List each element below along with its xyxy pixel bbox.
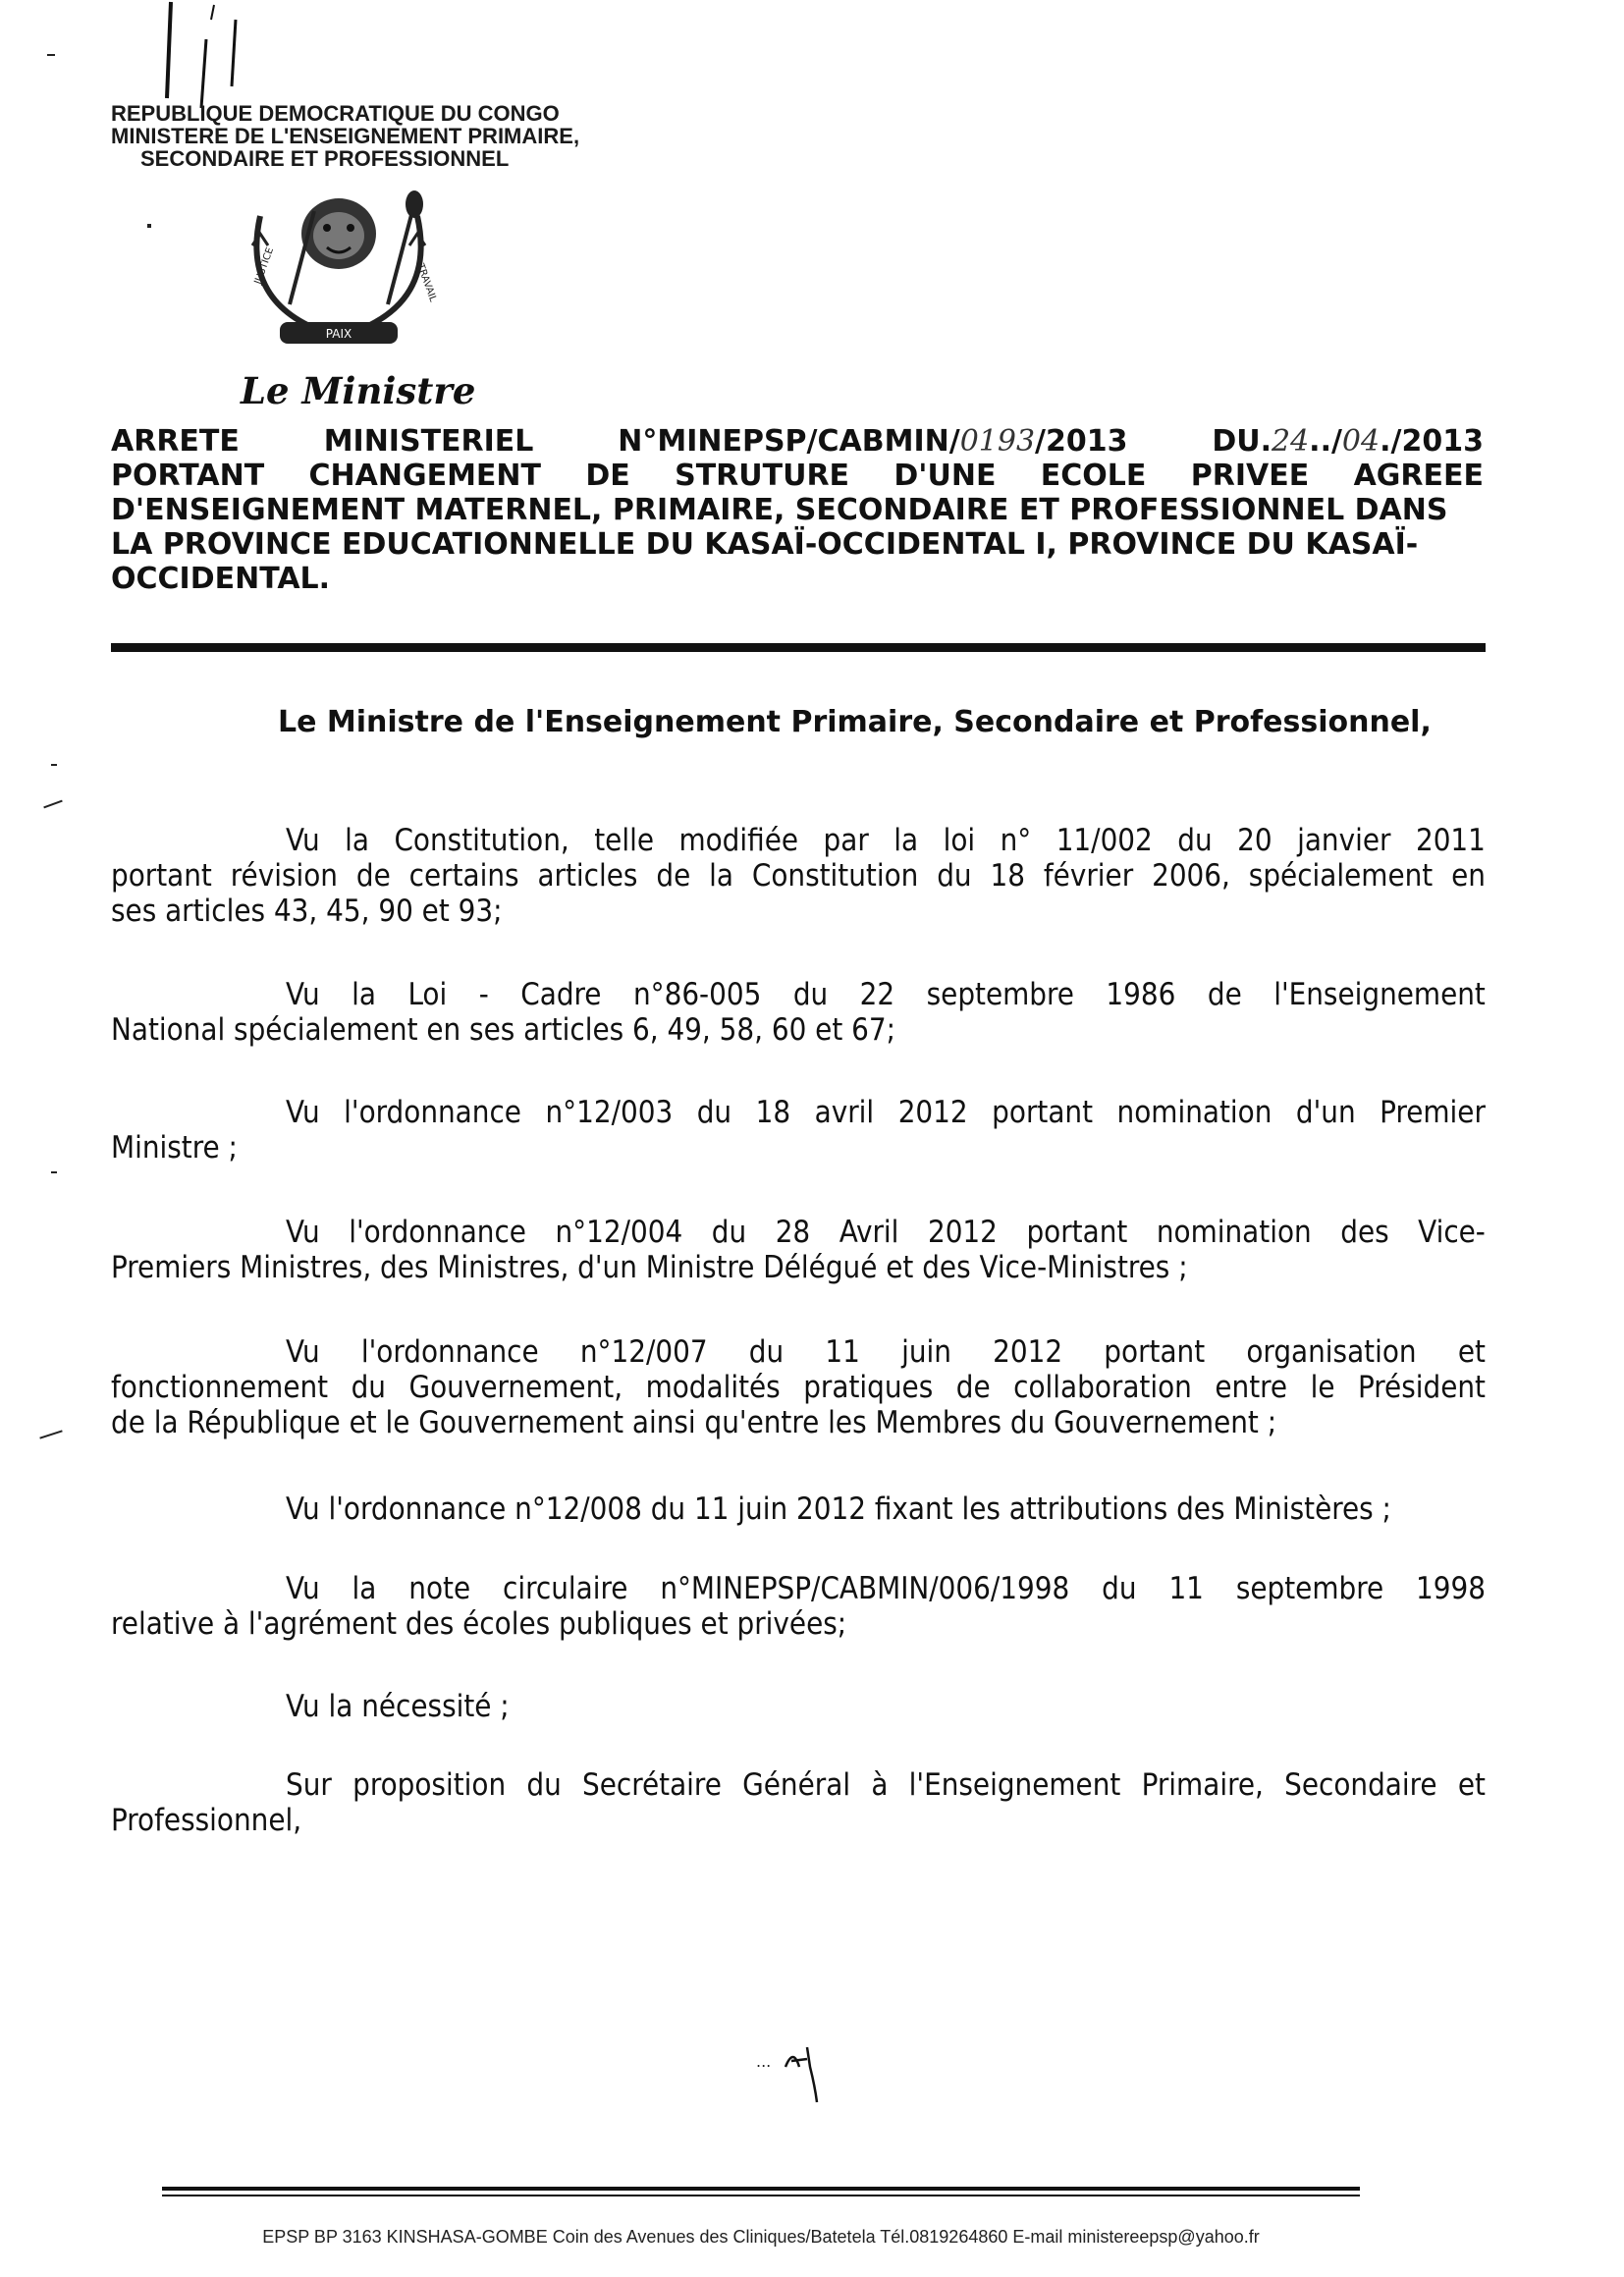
title-line-2 (111, 459, 1484, 493)
word: du (1177, 823, 1213, 858)
handwritten-month: 04 (1341, 424, 1380, 459)
word: de (656, 858, 691, 894)
paragraph-ordonnance-004 (111, 1215, 1486, 1285)
title-line-4: LA PROVINCE EDUCATIONNELLE DU KASAÏ-OCCIDENTAL I, PROVINCE DU KASAÏ- (111, 527, 1419, 562)
title-line-1 (111, 424, 1484, 459)
word: à (871, 1767, 889, 1803)
word: n°86-005 (632, 977, 762, 1012)
para-line: Vu la nécessité ; (286, 1689, 510, 1724)
word: la (709, 858, 733, 894)
word: la (345, 823, 369, 858)
word: portant (992, 1095, 1094, 1130)
footer-address: EPSP BP 3163 KINSHASA-GOMBE Coin des Avenues des Cliniques/Batetela Tél.0819264860 E-mail ministereepsp@yahoo.fr (262, 2227, 1260, 2247)
word: Avril (839, 1215, 899, 1250)
para-line (111, 823, 1486, 858)
word: du (748, 1334, 785, 1370)
word: 22 (859, 977, 895, 1012)
scan-mark (51, 1171, 57, 1173)
title-word: PRIVEE (1190, 459, 1310, 493)
word: organisation (1246, 1334, 1417, 1370)
paragraph-note-circulaire (111, 1571, 1486, 1642)
para-line: Premiers Ministres, des Ministres, d'un Ministre Délégué et des Vice-Ministres ; (111, 1250, 1188, 1285)
word: du (711, 1215, 747, 1250)
title-word: MINISTERIEL (323, 424, 534, 459)
word: articles (537, 858, 638, 894)
word: du (696, 1095, 732, 1130)
para-line (111, 1370, 1486, 1405)
handwritten-number: 0193 (959, 424, 1036, 459)
scan-mark (39, 1430, 62, 1438)
paragraph-ordonnance-008 (111, 1491, 1486, 1527)
word: de (355, 858, 391, 894)
emblem-motto-right: TRAVAIL (414, 262, 439, 304)
word: Vu (286, 977, 320, 1012)
scan-mark (43, 800, 62, 809)
word: Sur (286, 1767, 332, 1803)
initials-dots: ... (756, 2052, 772, 2071)
word: révision (230, 858, 338, 894)
word: du (792, 977, 829, 1012)
word: l'ordonnance (344, 1095, 521, 1130)
word: 2006, (1152, 858, 1230, 894)
para-line: Ministre ; (111, 1130, 238, 1166)
word: l'ordonnance (360, 1334, 539, 1370)
word: et (1457, 1334, 1486, 1370)
date-sep: ../ (1309, 424, 1342, 459)
word: du (1102, 1571, 1137, 1606)
title-word: D'UNE (893, 459, 997, 493)
para-line (111, 1767, 1486, 1803)
word: Premier (1380, 1095, 1486, 1130)
letterhead-ministry: MINISTERE DE L'ENSEIGNEMENT PRIMAIRE, (111, 124, 580, 148)
date-year: ./2013 (1380, 424, 1484, 459)
word: Loi (407, 977, 448, 1012)
word: nomination (1156, 1215, 1312, 1250)
word: 11 (1168, 1571, 1204, 1606)
para-line (111, 858, 1486, 894)
word: l'ordonnance (349, 1215, 526, 1250)
word: n°12/007 (579, 1334, 708, 1370)
title-word: DE (585, 459, 630, 493)
word: proposition (352, 1767, 507, 1803)
word: janvier (1297, 823, 1391, 858)
emblem-motto-center: PAIX (325, 327, 352, 341)
word: n°MINEPSP/CABMIN/006/1998 (660, 1571, 1070, 1606)
word: loi (943, 823, 976, 858)
para-line (111, 1095, 1486, 1130)
para-line: Professionnel, (111, 1803, 302, 1838)
word: de (955, 1370, 991, 1405)
word: 20 (1237, 823, 1272, 858)
word: de (1207, 977, 1242, 1012)
word: n°12/004 (555, 1215, 683, 1250)
word: portant (1026, 1215, 1128, 1250)
word: Constitution (751, 858, 919, 894)
word: Vu (286, 1215, 320, 1250)
word: par (823, 823, 869, 858)
word: le (1310, 1370, 1335, 1405)
word: 1986 (1106, 977, 1176, 1012)
word: spécialement (1248, 858, 1434, 894)
paragraph-necessite (111, 1689, 1486, 1724)
scan-mark (51, 764, 57, 766)
word: Général (742, 1767, 851, 1803)
word: fonctionnement (111, 1370, 329, 1405)
word: Vu (286, 1334, 320, 1370)
word: Vu (286, 1095, 320, 1130)
para-line: relative à l'agrément des écoles publiques et privées; (111, 1606, 847, 1642)
word: certains (408, 858, 519, 894)
word: modifiée (678, 823, 799, 858)
word: 2011 (1415, 823, 1486, 858)
word: et (1457, 1767, 1486, 1803)
word: Vice- (1418, 1215, 1486, 1250)
title-word: AGREEE (1353, 459, 1484, 493)
word: collaboration (1013, 1370, 1192, 1405)
word: Primaire, (1141, 1767, 1264, 1803)
word: Secrétaire (582, 1767, 722, 1803)
word: la (893, 823, 919, 858)
footer-divider-thin (162, 2195, 1360, 2196)
word: l'Enseignement (1273, 977, 1486, 1012)
emblem-motto-left: JUSTICE (252, 245, 277, 287)
decree-title (111, 424, 1484, 596)
word: entre (1215, 1370, 1288, 1405)
para-line (111, 1571, 1486, 1606)
word: Secondaire (1284, 1767, 1437, 1803)
decree-date (1212, 424, 1484, 459)
paragraph-loi-cadre (111, 977, 1486, 1048)
word: nomination (1116, 1095, 1272, 1130)
handwritten-initials (756, 2037, 844, 2106)
handwritten-strokes (147, 0, 295, 108)
word: 18 (755, 1095, 791, 1130)
word: avril (814, 1095, 875, 1130)
footer-divider (162, 2187, 1360, 2191)
title-divider (111, 643, 1486, 652)
paragraph-constitution (111, 823, 1486, 929)
decree-number-prefix: N°MINEPSP/CABMIN/ (618, 424, 960, 459)
word: n°12/003 (545, 1095, 674, 1130)
word: des (1340, 1215, 1389, 1250)
word: d'un (1295, 1095, 1356, 1130)
word: Cadre (520, 977, 602, 1012)
preamble-heading: Le Ministre de l'Enseignement Primaire, Secondaire et Professionnel, (278, 705, 1432, 739)
word: 11 (825, 1334, 860, 1370)
word: 11/002 (1056, 823, 1153, 858)
word: Constitution, (394, 823, 569, 858)
title-word: ECOLE (1040, 459, 1147, 493)
word: 1998 (1416, 1571, 1486, 1606)
date-du: DU. (1212, 424, 1272, 459)
word: portant (111, 858, 212, 894)
word: septembre (1235, 1571, 1384, 1606)
handwritten-day: 24 (1271, 424, 1310, 459)
word: 2012 (927, 1215, 998, 1250)
paragraph-proposition (111, 1767, 1486, 1838)
para-line (111, 1334, 1486, 1370)
title-word: CHANGEMENT (308, 459, 541, 493)
word: n° (1000, 823, 1032, 858)
title-word: STRUTURE (675, 459, 850, 493)
word: l'Enseignement (908, 1767, 1121, 1803)
para-line (111, 1215, 1486, 1250)
title-word: ARRETE (111, 424, 240, 459)
word: du (526, 1767, 562, 1803)
letterhead-ministry-cont: SECONDAIRE ET PROFESSIONNEL (140, 146, 510, 171)
word: du (351, 1370, 386, 1405)
word: Vu (286, 1571, 320, 1606)
title-line-5: OCCIDENTAL. (111, 562, 331, 596)
scan-mark (147, 224, 151, 228)
coat-of-arms-emblem (221, 187, 457, 358)
word: - (478, 977, 489, 1012)
word: en (1451, 858, 1486, 894)
para-line: de la République et le Gouvernement ainsi qu'entre les Membres du Gouvernement ; (111, 1405, 1277, 1440)
title-line-3: D'ENSEIGNEMENT MATERNEL, PRIMAIRE, SECONDAIRE ET PROFESSIONNEL DANS (111, 493, 1448, 527)
para-line (111, 977, 1486, 1012)
word: 2012 (897, 1095, 968, 1130)
scan-mark (47, 54, 55, 56)
para-line: Vu l'ordonnance n°12/008 du 11 juin 2012 fixant les attributions des Ministères ; (286, 1491, 1391, 1527)
word: circulaire (503, 1571, 628, 1606)
word: Président (1357, 1370, 1486, 1405)
word: 18 (990, 858, 1025, 894)
paragraph-ordonnance-003 (111, 1095, 1486, 1166)
word: modalités (645, 1370, 781, 1405)
word: du (937, 858, 972, 894)
word: pratiques (803, 1370, 934, 1405)
letterhead (111, 102, 700, 170)
word: telle (594, 823, 654, 858)
para-line: ses articles 43, 45, 90 et 93; (111, 894, 503, 929)
decree-year: /2013 (1035, 424, 1128, 459)
word: portant (1104, 1334, 1206, 1370)
para-line: National spécialement en ses articles 6, 49, 58, 60 et 67; (111, 1012, 895, 1048)
paragraph-ordonnance-007 (111, 1334, 1486, 1440)
word: la (352, 1571, 377, 1606)
title-word: PORTANT (111, 459, 265, 493)
word: note (408, 1571, 471, 1606)
word: septembre (926, 977, 1074, 1012)
word: 28 (775, 1215, 811, 1250)
word: juin (901, 1334, 951, 1370)
word: Gouvernement, (408, 1370, 623, 1405)
minister-signature-mark: Le Ministre (241, 369, 476, 412)
word: février (1043, 858, 1134, 894)
word: la (352, 977, 376, 1012)
letterhead-country: REPUBLIQUE DEMOCRATIQUE DU CONGO (111, 101, 560, 126)
word: Vu (286, 823, 320, 858)
decree-number (618, 424, 1127, 459)
word: 2012 (993, 1334, 1063, 1370)
